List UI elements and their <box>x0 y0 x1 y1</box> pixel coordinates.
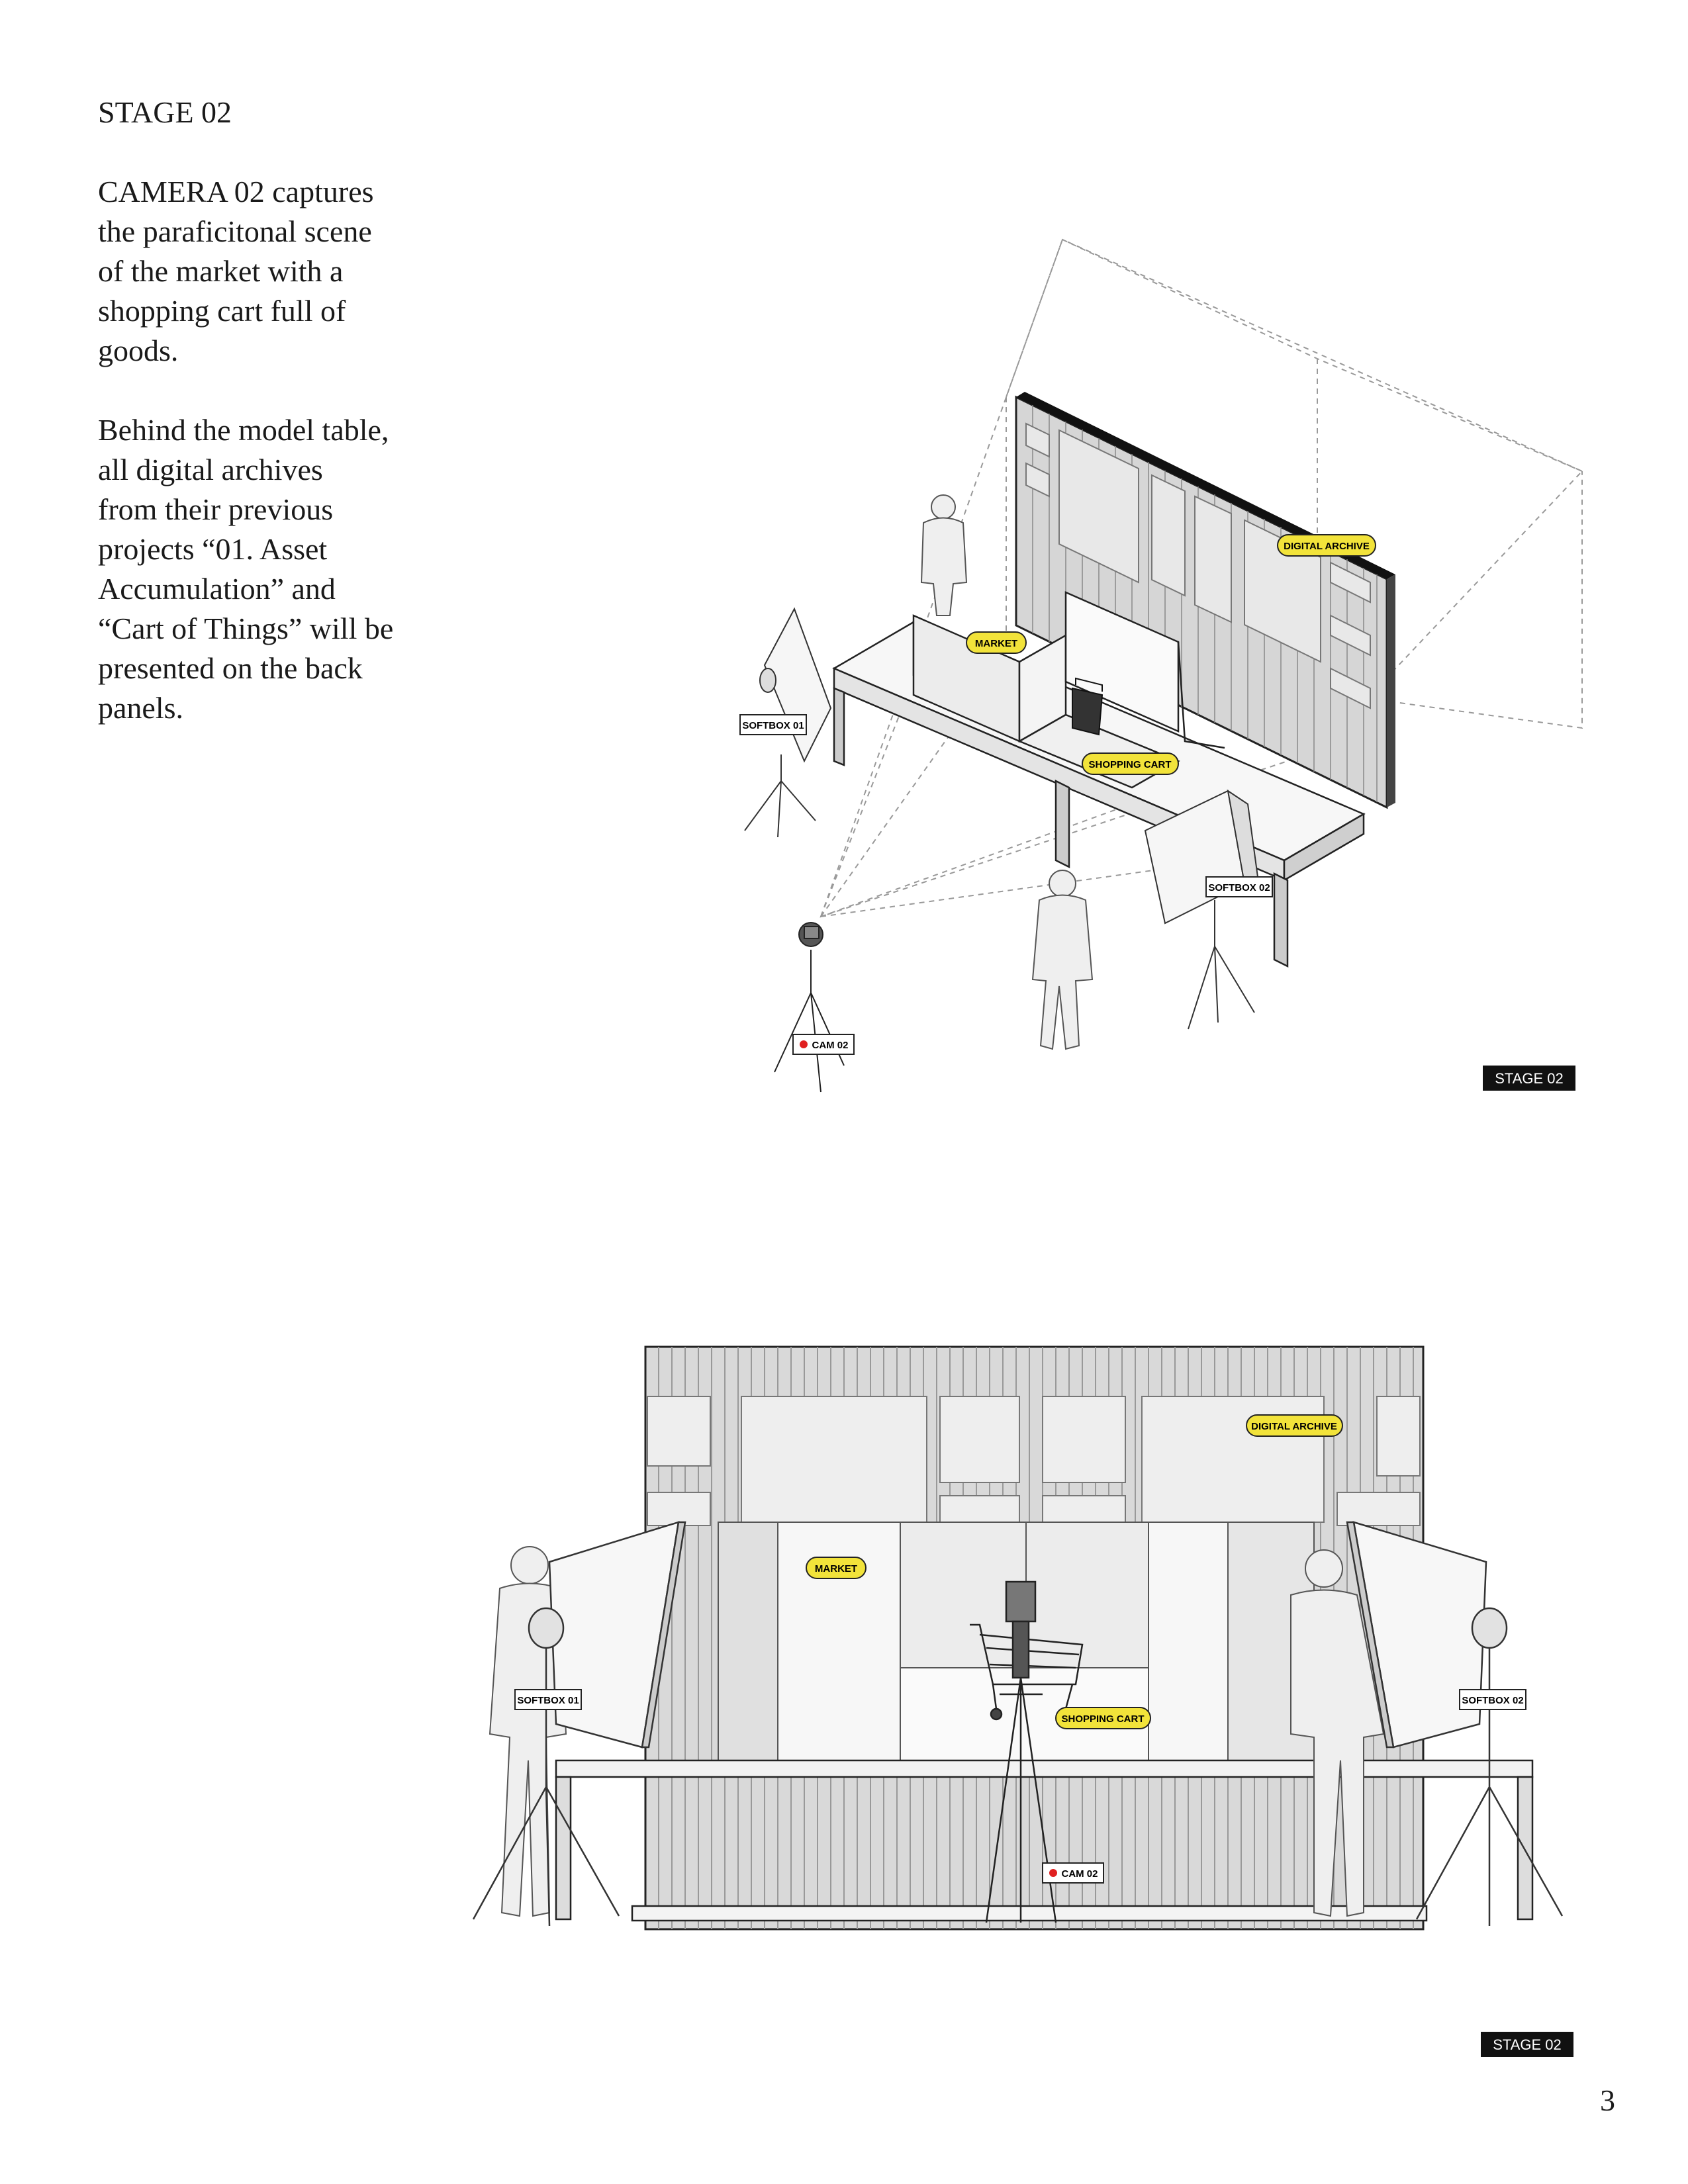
axonometric-diagram <box>722 225 1602 1105</box>
svg-text:SHOPPING CART: SHOPPING CART <box>1088 759 1172 770</box>
label-softbox-01-elevation <box>515 1690 581 1709</box>
svg-text:MARKET: MARKET <box>974 638 1018 649</box>
svg-text:SOFTBOX 01: SOFTBOX 01 <box>517 1695 579 1706</box>
svg-text:STAGE 02: STAGE 02 <box>1495 1070 1564 1087</box>
page-number: 3 <box>1600 2083 1615 2117</box>
label-market <box>966 632 1026 653</box>
elevation-diagram <box>463 1324 1589 2078</box>
label-digital-archive-elevation <box>1246 1415 1342 1436</box>
svg-text:DIGITAL ARCHIVE: DIGITAL ARCHIVE <box>1251 1421 1337 1432</box>
stage-tag-bottom <box>1481 2032 1573 2057</box>
svg-text:DIGITAL ARCHIVE: DIGITAL ARCHIVE <box>1284 541 1370 552</box>
svg-text:SOFTBOX 01: SOFTBOX 01 <box>742 720 804 731</box>
description-paragraph-1: CAMERA 02 captures the paraficitonal scene of the market with a shopping cart full of goods. <box>98 175 374 367</box>
svg-text:SOFTBOX 02: SOFTBOX 02 <box>1208 882 1270 893</box>
description-paragraph-2: Behind the model table, all digital archives from their previous projects “01. Asset Accumulation” and “Cart of Things” will be presented on the back panels. <box>98 413 394 725</box>
label-softbox-02 <box>1206 877 1272 897</box>
svg-text:MARKET: MARKET <box>814 1563 858 1574</box>
svg-text:CAM 02: CAM 02 <box>812 1040 849 1051</box>
page-heading: STAGE 02 <box>98 95 232 129</box>
svg-text:SHOPPING CART: SHOPPING CART <box>1061 1713 1145 1725</box>
label-softbox-01 <box>740 715 806 735</box>
softbox-02-top <box>1145 791 1258 1029</box>
person-top-back <box>921 495 966 615</box>
label-cam-02 <box>793 1034 854 1054</box>
camera-02-top <box>774 923 844 1092</box>
text-column <box>98 93 442 768</box>
svg-text:STAGE 02: STAGE 02 <box>1493 2036 1562 2053</box>
label-cam-02-elevation <box>1043 1863 1103 1883</box>
label-shopping-cart-elevation <box>1056 1707 1150 1729</box>
svg-text:SOFTBOX 02: SOFTBOX 02 <box>1462 1695 1524 1706</box>
person-top-front <box>1033 870 1092 1049</box>
svg-text:CAM 02: CAM 02 <box>1061 1868 1098 1880</box>
label-market-elevation <box>806 1557 866 1578</box>
label-digital-archive <box>1278 535 1376 556</box>
label-softbox-02-elevation <box>1460 1690 1526 1709</box>
stage-tag-top <box>1483 1066 1575 1091</box>
label-shopping-cart <box>1082 753 1178 774</box>
